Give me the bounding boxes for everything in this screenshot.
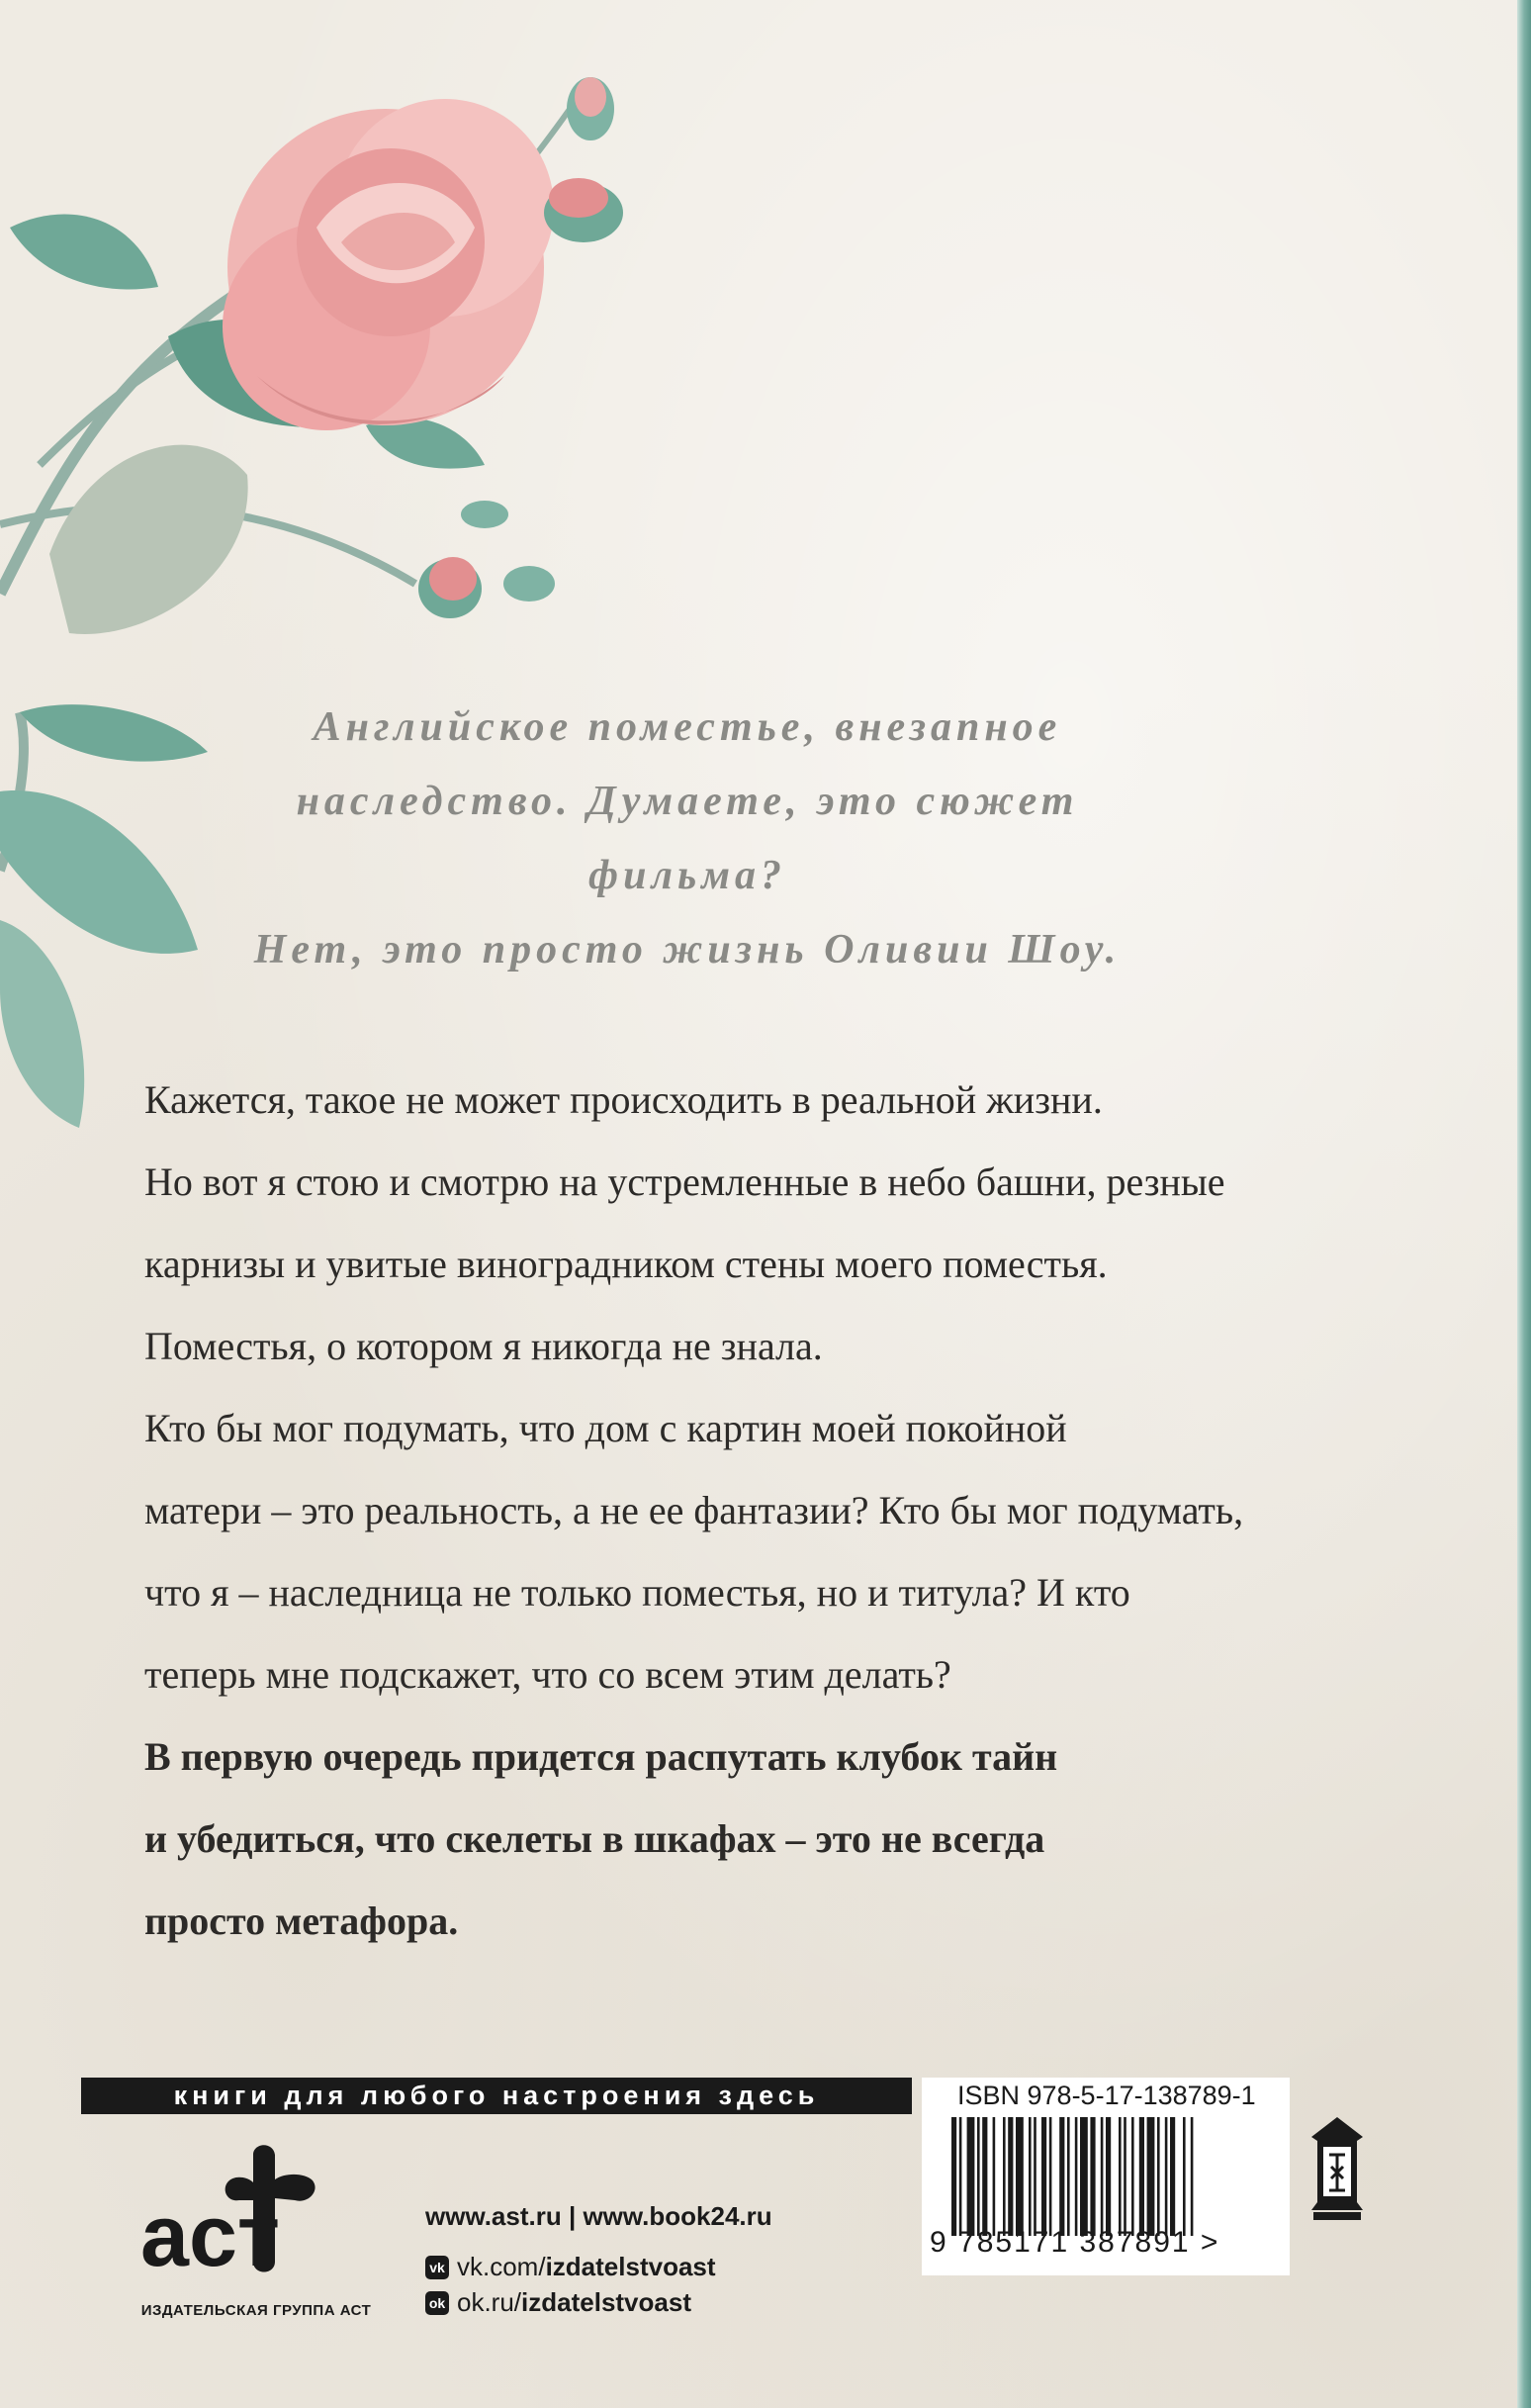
barcode-bar <box>1147 2117 1155 2236</box>
barcode-bar <box>1131 2117 1134 2236</box>
tagline <box>188 691 1187 987</box>
tagline-line: наследство. Думаете, это сюжет <box>296 779 1079 824</box>
barcode-bar <box>951 2117 956 2236</box>
barcode-bar <box>1157 2117 1160 2236</box>
barcode-bar <box>1067 2117 1070 2236</box>
blurb-bold-line: просто метафора. <box>144 1899 459 1943</box>
barcode-bar <box>1170 2117 1175 2236</box>
barcode-bar <box>1119 2117 1122 2236</box>
ok-handle: izdatelstvoast <box>521 2287 691 2317</box>
blurb-line: карнизы и увитые виноградником стены моего поместья. <box>144 1242 1108 1286</box>
barcode-bar <box>1139 2117 1144 2236</box>
vk-prefix: vk.com/ <box>457 2252 546 2281</box>
barcode-bar <box>1124 2117 1126 2236</box>
tagline-line: Английское поместье, внезапное <box>313 704 1062 750</box>
ok-prefix: ok.ru/ <box>457 2287 522 2317</box>
blurb-bold-line: и убедиться, что скелеты в шкафах – это не всегда <box>144 1816 1045 1861</box>
blurb-line: Но вот я стою и смотрю на устремленные в небо башни, резные <box>144 1159 1225 1204</box>
barcode-bar <box>993 2117 996 2236</box>
edge-stripe <box>1517 0 1531 2408</box>
barcode <box>951 2117 1260 2236</box>
blurb-line: матери – это реальность, а не ее фантазии? Кто бы мог подумать, <box>144 1488 1244 1532</box>
logo-text: аст <box>140 2186 280 2284</box>
publisher-name: ИЗДАТЕЛЬСКАЯ ГРУППА АСТ <box>140 2302 372 2319</box>
barcode-bar <box>1080 2117 1088 2236</box>
tagline-line: Нет, это просто жизнь Оливии Шоу. <box>253 927 1122 972</box>
barcode-bar <box>1003 2117 1006 2236</box>
blurb-line: Кажется, такое не может происходить в реальной жизни. <box>144 1077 1103 1122</box>
barcode-bar <box>1034 2117 1036 2236</box>
barcode-bar <box>977 2117 980 2236</box>
ast-logo <box>136 2135 349 2288</box>
website-links[interactable]: www.ast.ru | www.book24.ru <box>425 2201 772 2231</box>
blurb-line: Поместья, о котором я никогда не знала. <box>144 1324 823 1368</box>
isbn: ISBN 978-5-17-138789-1 <box>957 2081 1256 2110</box>
barcode-bar <box>982 2117 987 2236</box>
slogan-bar: книги для любого настроения здесь <box>81 2078 912 2114</box>
barcode-bar <box>959 2117 962 2236</box>
barcode-bar <box>1029 2117 1032 2236</box>
lantern-icon <box>1304 2115 1371 2224</box>
barcode-bar <box>1191 2117 1194 2236</box>
barcode-bar <box>1016 2117 1024 2236</box>
tagline-line: фильма? <box>588 853 786 898</box>
vk-icon: vk <box>425 2256 449 2279</box>
barcode-bar <box>1101 2117 1104 2236</box>
blurb <box>144 1059 1430 1962</box>
ok-link[interactable] <box>425 2287 691 2318</box>
blurb-line: Кто бы мог подумать, что дом с картин моей покойной <box>144 1406 1067 1450</box>
blurb-bold-line: В первую очередь придется распутать клубок тайн <box>144 1734 1058 1779</box>
blurb-line: теперь мне подскажет, что со всем этим делать? <box>144 1652 951 1697</box>
barcode-bar <box>967 2117 975 2236</box>
barcode-bar <box>1106 2117 1111 2236</box>
ean-digits: 9 785171 387891 > <box>930 2226 1220 2259</box>
blurb-line: что я – наследница не только поместья, но и титула? И кто <box>144 1570 1130 1615</box>
barcode-bar <box>1183 2117 1186 2236</box>
barcode-bar <box>1165 2117 1168 2236</box>
barcode-bar <box>1059 2117 1064 2236</box>
barcode-bar <box>1090 2117 1095 2236</box>
vk-link[interactable] <box>425 2252 716 2282</box>
vk-handle: izdatelstvoast <box>545 2252 716 2281</box>
barcode-bar <box>1041 2117 1046 2236</box>
ok-icon: ok <box>425 2291 449 2315</box>
barcode-bar <box>1008 2117 1013 2236</box>
barcode-bar <box>1075 2117 1078 2236</box>
barcode-bar <box>1049 2117 1052 2236</box>
